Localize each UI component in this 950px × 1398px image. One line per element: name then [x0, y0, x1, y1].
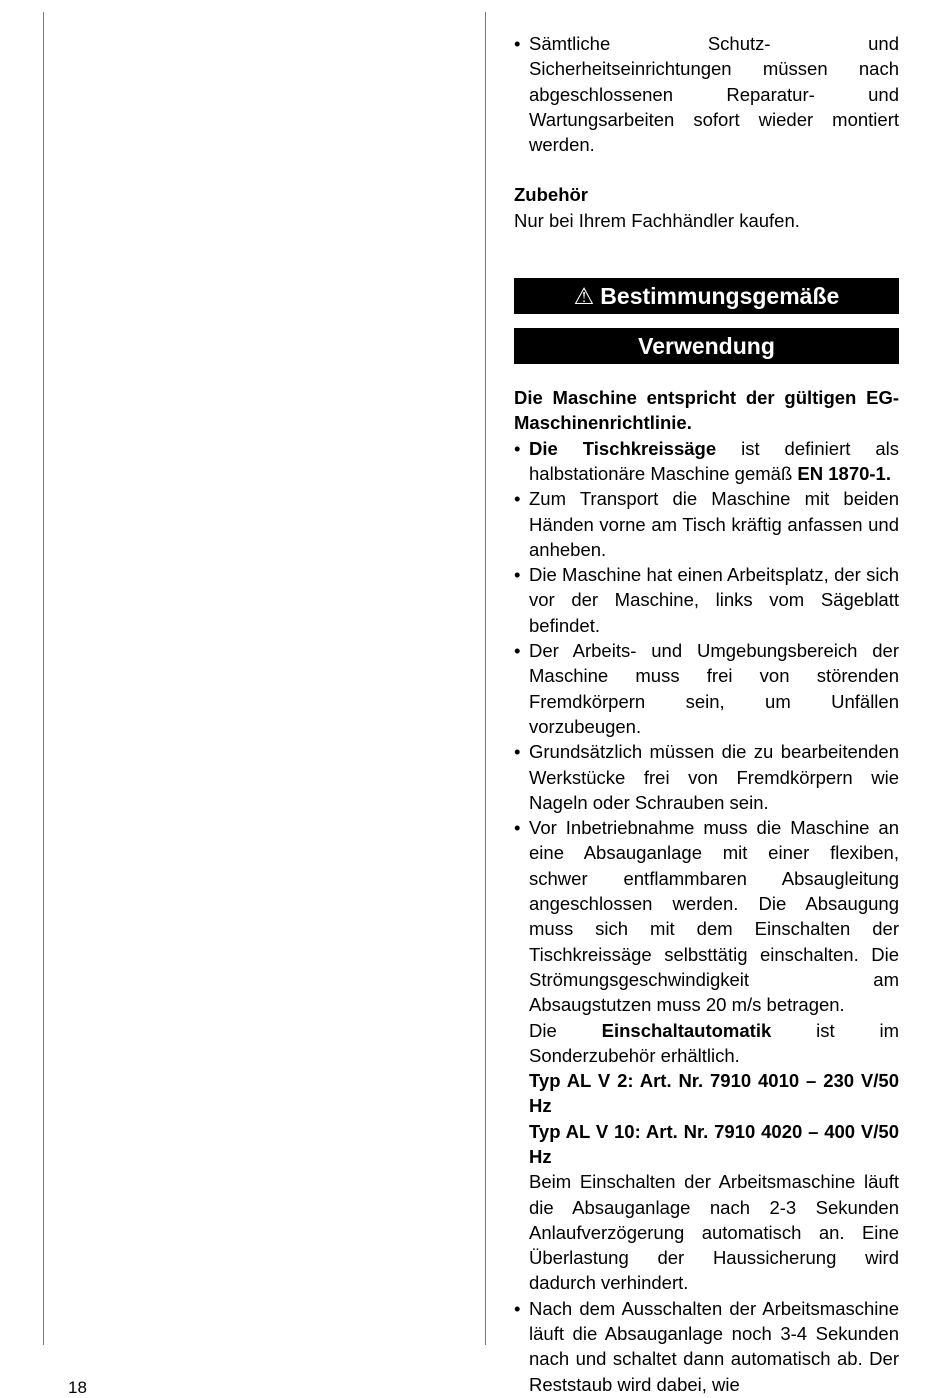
list-item: [514, 1296, 899, 1397]
bullet-text: Grundsätzlich müssen die zu bearbeitenden Werkstücke frei von Fremdkörpern wie Nageln oder Schrauben sein.: [529, 741, 899, 813]
note-text: Die: [529, 1019, 602, 1041]
bullet-text: ist definiert als halbstationäre Maschine gemäß: [529, 437, 899, 484]
page-number: 18: [68, 1378, 87, 1397]
accessories-heading: Zubehör: [514, 184, 588, 206]
warning-triangle-icon: ⚠: [573, 283, 595, 310]
list-item: [514, 436, 899, 487]
note-text: ist im Sonderzubehör erhältlich.: [529, 1019, 899, 1066]
list-item: [514, 638, 899, 739]
list-item: [514, 739, 899, 815]
list-item: [514, 815, 899, 1017]
list-item: [514, 562, 899, 638]
auto-start-note: [514, 1018, 899, 1069]
bullet-text: Vor Inbetriebnahme muss die Maschine an eine Absauganlage mit einer flexiben, schwer entflammbaren Absaugleitung angeschlossen werden. Die Absaugung muss sich mit dem Einschalten der Tischkreissäge selbsttätig einschalten. Die Strömungsgeschwindigkeit am Absaugstutzen muss 20 m/s betragen.: [529, 817, 899, 1016]
bullet-text: Nach dem Ausschalten der Arbeitsmaschine läuft die Absauganlage noch 3-4 Sekunden nach und schaltet dann automatisch ab. Der Reststaub wird dabei, wie: [529, 1297, 899, 1395]
list-item: [514, 486, 899, 562]
standard-reference: EN 1870-1.: [797, 462, 891, 484]
lead-paragraph: Die Maschine entspricht der gültigen EG-Maschinenrichtlinie.: [514, 387, 899, 434]
bullet-bold-term: Die Tischkreissäge: [529, 437, 717, 459]
bullet-text: Die Maschine hat einen Arbeitsplatz, der sich vor der Maschine, links vom Sägeblatt befindet.: [529, 564, 899, 636]
bullet-text: Zum Transport die Maschine mit beiden Händen vorne am Tisch kräftig anfassen und anheben.: [529, 488, 899, 560]
list-item: [514, 31, 899, 157]
type-spec-1: Typ AL V 2: Art. Nr. 7910 4010 – 230 V/50 Hz: [529, 1070, 899, 1117]
bullet-text: Sämtliche Schutz- und Sicherheitseinrichtungen müssen nach abgeschlossenen Reparatur- und Wartungsarbeiten sofort wieder montiert werden.: [529, 33, 899, 156]
section-title-line2: Verwendung: [638, 333, 775, 360]
bullet-marker: •: [514, 741, 521, 763]
section-title-line1: Bestimmungsgemäße: [600, 283, 840, 310]
bullet-text: Der Arbeits- und Umgebungsbereich der Maschine muss frei von störenden Fremdkörpern sein, um Unfällen vorzubeugen.: [529, 640, 899, 737]
bullet-marker: •: [514, 1297, 521, 1319]
section-banner-line2: [514, 328, 899, 364]
startup-note: Beim Einschalten der Arbeitsmaschine läuft die Absauganlage nach 2-3 Sekunden Anlaufverzögerung automatisch an. Eine Überlastung der Haussicherung wird dadurch verhindert.: [529, 1171, 899, 1294]
section-banner-line1: [514, 278, 899, 314]
right-text-column: [514, 31, 899, 1397]
bullet-marker: •: [514, 33, 521, 54]
left-margin-rule: [43, 12, 44, 1345]
bullet-marker: •: [514, 437, 521, 459]
column-divider-rule: [485, 12, 486, 1345]
auto-start-term: Einschaltautomatik: [601, 1019, 772, 1041]
accessories-text: Nur bei Ihrem Fachhändler kaufen.: [514, 209, 800, 231]
bullet-marker: •: [514, 817, 521, 839]
bullet-marker: •: [514, 640, 521, 662]
type-spec-2: Typ AL V 10: Art. Nr. 7910 4020 – 400 V/50 Hz: [529, 1120, 899, 1167]
bullet-marker: •: [514, 488, 521, 510]
bullet-marker: •: [514, 564, 521, 586]
